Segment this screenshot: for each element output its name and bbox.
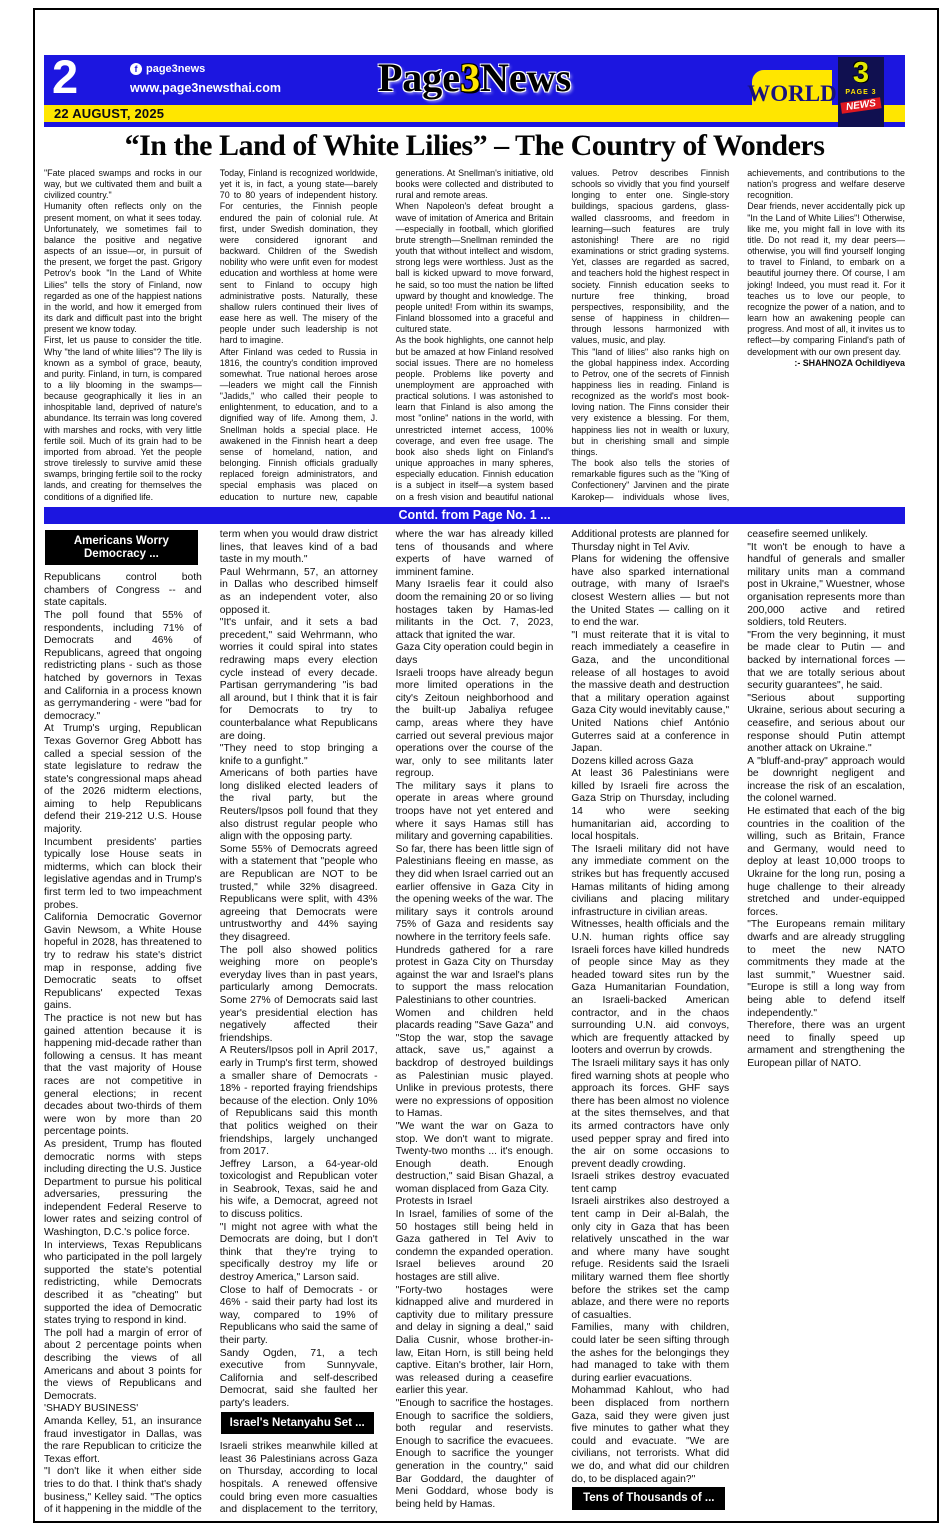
paragraph: Some 55% of Democrats agreed with a statement that "people who are Republican are NOT to be trusted," while 32% disagreed. Republicans were split, with 43% agreeing that Democrats were untrustworthy and 44% saying they disagreed. [219,843,378,943]
page-frame [33,8,939,1523]
paragraph: In interviews, Texas Republicans who participated in the poll largely supported the state's potential redistricting, while Democrats described it as "cheating" but supported the idea of Democratic states trying to respond in kind. [44,1239,202,1327]
paragraph: "Enough to sacrifice the hostages. Enough to sacrifice the soldiers, both regular and reservists. Enough to sacrifice the evacuees. Enough to sacrifice the younger generation in the country," said Bar Goddard, the daughter of Meni Goddard, whose body is being held by Hamas. [395,1397,554,1510]
paragraph: The Israeli military did not have any immediate comment on the strikes but has frequently accused Hamas militants of hiding among civilians and placing military infrastructure in civilian areas. [571,843,730,918]
article-body-tens [747,529,905,1071]
paragraph: The poll found that 55% of respondents, including 71% of Democrats and 46% of Republicans, agreed that ongoing redistricting plans - such as those hatched by governors in Texas and California in a process known as gerrymandering - were "bad for democracy." [44,609,202,722]
logo-news-ribbon: NEWS [840,97,881,113]
paragraph: "Forty-two hostages were kidnapped alive and murdered in captivity due to military pressure and delay in signing a deal," said Dalia Cusnir, whose brother-in-law, Eitan Horn, is still being held captive. Eitan's brother, Iair Horn, was released during a ceasefire earlier this year. [395,1284,554,1397]
paragraph: So far, there has been little sign of Palestinians fleeing en masse, as they did when Israel carried out an earlier offensive in Gaza City in the opening weeks of the war. The military says it controls around 75% of Gaza and residents say nowhere in the territory feels safe. [395,843,554,943]
paragraph: "I might not agree with what the Democrats are doing, but I don't think that they're trying to specifically destroy my life or destroy America," Larson said. [219,1221,378,1284]
paragraph: Women and children held placards reading "Save Gaza" and "Stop the war, stop the savage attack, save us," against a backdrop of destroyed buildings as Palestinian music played. Unlike in previous protests, there were no expressions of opposition to Hamas. [395,1007,554,1120]
paragraph: He estimated that each of the big countries in the coalition of the willing, such as Britain, France and Germany, would need to deploy at least 10,000 troops to Ukraine for the long run, posing a huge challenge to their already stretched and under-equipped forces. [747,806,905,918]
logo-page3-text: PAGE 3 [845,89,877,96]
paragraph: Dear friends, never accidentally pick up "In the Land of White Lilies"! Otherwise, like me, you might fall in love with its title. Do not read it, my dear peers—otherwise, you will find yourself longing to travel to Finland, to embark on a beautiful journey there. Of course, I am joking! Indeed, you must read it. For it teaches us to love our people, to recognize the power of a nation, and to learn how an awakening people can progress. And most of all, it invites us to reflect—by comparing Finland's path of development with our own present day. [747,201,905,357]
lead-article-body [44,168,905,504]
paragraph: Plans for widening the offensive have also sparked international outrage, with many of Israel's closest Western allies — but not the United States — calling on it to end the war. [571,554,730,629]
masthead-page: Page [377,55,461,100]
continued-articles [44,529,905,1519]
lead-headline: “In the Land of White Lilies” – The Country of Wonders [124,129,825,162]
masthead-news: News [480,55,572,100]
paragraph: "I don't like it when either side tries to do that. I think that's shady business," Kelley said. "The optics of it happening in the middle of the term when you would draw district lines, that leaves kind of a bad taste in my mouth." [44,529,378,1516]
article-americans-worry [44,529,378,1519]
byline: :- SHAHNOZA Ochildiyeva [794,357,905,368]
paragraph: "They need to stop bringing a knife to a gunfight." [219,743,378,767]
page-number: 2 [52,50,79,103]
paragraph: The military says it plans to operate in areas where ground troops have not yet entered and where it says Hamas still has military and governing capabilities. [395,780,554,843]
paragraph: Protests in Israel [395,1196,473,1208]
issue-date: 22 AUGUST, 2025 [54,106,165,121]
paragraph: Families, many with children, could later be seen sifting through the ashes for the belongings they had managed to take with them during earlier evacuations. [571,1322,730,1384]
article-header-americans: Americans Worry Democracy ... [45,530,198,565]
paragraph: At Trump's urging, Republican Texas Governor Greg Abbott has called a special session of the state legislature to redraw the state's congressional maps ahead of the 2026 midterm elections, aiming to help Republicans defend their 219-212 U.S. House majority. [44,723,202,836]
paragraph: "From the very beginning, it must be made clear to Putin — and backed by international forces — that we are totally serious about security guarantees", he said. [747,629,905,692]
page-content [44,50,905,1519]
paragraph: Humanity often reflects only on the present moment, on what it sees today. Unfortunately, we sometimes fail to balance the positive and negative aspects of an issue—or, in pursuit of the present, we forget the past. Grigory Petrov's book "In the Land of White Lilies" tells the story of Finland, now regarded as one of the happiest nations in the world, and how it emerged from its dark and difficult past into the bright present we know today. [44,201,202,335]
paragraph: Today, Finland is recognized worldwide, yet it is, in fact, a young state—barely 70 to 80 years of independent history. For centuries, the Finnish people endured the pain of colonial rule. At first, under Swedish domination, they were considered ignorant and backward. Children of the Swedish nobility who were unfit even for modest education and worthless at home were sent to Finland to occupy high administrative posts. Naturally, these shallow rulers continued their lives of ease here as well. The misery of the people under such leadership is not hard to imagine. [219,168,378,346]
paragraph: Israeli airstrikes also destroyed a tent camp in Deir al-Balah, the only city in Gaza that has been relatively unscathed in the war and where many have sought refuge. Residents said the Israeli military warned them flee shortly before the strikes set the camp ablaze, and there were no reports of casualties. [571,1196,730,1321]
paragraph: Mohammad Kahlout, who had been displaced from northern Gaza, said they were given just five minutes to gather what they could and evacuate. "We are civilians, not terrorists. What did we do, and what did our children do, to be displaced again?" [571,1385,730,1485]
paragraph: Israeli troops have already begun more limited operations in the city's Zeitoun neighborhood and the built-up Jabaliya refugee camp, areas where they have carried out several previous major operations over the course of the war, only to see militants later regroup. [395,667,554,780]
paragraph: Dozens killed across Gaza [571,755,694,767]
section-label-world: WORLD [752,70,832,117]
paragraph: Additional protests are planned for Thursday night in Tel Aviv. [571,529,730,553]
paragraph: Israeli strikes meanwhile killed at least 36 Palestinians across Gaza on Thursday, according to local hospitals. A renewed offensive could bring even more casualties and displacement to the territory, where the war has already killed tens of thousands and where experts of have warned of imminent famine. [219,529,554,1516]
continued-banner: Contd. from Page No. 1 ... [44,507,905,524]
paragraph: When Napoleon's defeat brought a wave of imitation of America and Britain—especially in football, which glorified brute strength—Snellman reminded the youth that without intellect and wisdom, strong legs were worthless. Just as the ball is kicked upward to move forward, he said, so too must the nation be lifted upward by thought and knowledge. The people united! From within its swamps, Finland blossomed into a graceful and cultured state. [395,201,554,335]
paragraph: "The Europeans remain military dwarfs and are already struggling to meet the new NATO commitments they made at the last summit," Wuestner said. "Europe is still a long way from being able to defend itself independently." [747,919,905,1019]
paragraph: The Israeli military says it has only fired warning shots at people who approach its forces. GHF says there has been almost no violence at the sites themselves, and that its armed contractors have only used pepper spray and fired into the air on some occasions to prevent deadly crowding. [571,1057,730,1170]
paragraph: "It's unfair, and it sets a bad precedent," said Wehrmann, who worries it could spiral into states redrawing maps every election cycle instead of every decade. Partisan gerrymandering "is bad all around, but I think that it is fair for Democrats to try to counterbalance what Republicans are doing. [219,617,378,742]
page3news-logo [838,57,884,127]
paragraph: A "bluff-and-pray" approach would be downright negligent and increase the risk of an escalation, the colonel warned. [747,755,905,805]
paragraph: Israeli strikes destroy evacuated tent camp [571,1171,730,1195]
paragraph: In Israel, families of some of the 50 hostages still being held in Gaza gathered in Tel Aviv to condemn the expanded operation. Israel believes around 20 hostages are still alive. [395,1209,554,1284]
paragraph: The practice is not new but has gained attention because it is happening mid-decade rather than following a census. It has meant that the vast majority of House races are not competitive in general elections; in recent decades about two-thirds of them were won by more than 20 percentage points. [44,1012,202,1138]
paragraph: Americans of both parties have long disliked elected leaders of the rival party, but the Reuters/Ipsos poll found that they also distrust regular people who align with the opposing party. [219,768,378,843]
paragraph: Republicans control both chambers of Congress -- and state capitals. [44,572,202,609]
lead-article-paragraphs [44,168,905,504]
logo-3-glyph: 3 [852,57,870,89]
paragraph: Close to half of Democrats - or 46% - said their party had lost its way, compared to 19% of Republicans who said the same of their party. [219,1284,378,1346]
paragraph: Gaza City operation could begin in days [395,642,554,666]
article-body-americans [44,529,378,1519]
paragraph: After Finland was ceded to Russia in 1816, the country's condition improved somewhat. True national heroes arose—leaders we might call the Finnish "Jadids," who called their people to enlightenment, to education, and to a dignified way of life. Among them, J. Snellman holds a special place. He awakened in the Finnish heart a deep sense of homeland, nation, and belonging. Finnish officials gradually replaced foreign administrators, and special emphasis was placed on education to nurture new, capable generations. At Snellman's initiative, old books were collected and distributed to rural and remote areas. [219,168,554,502]
paragraph: Sandy Ogden, 71, a tech executive from Sunnyvale, California and self-described Democrat, said she faulted her party's leaders. [219,1347,378,1409]
website-url: www.page3newsthai.com [130,81,281,95]
paragraph: Many Israelis fear it could also doom the remaining 20 or so living hostages taken by Hamas-led militants in the Oct. 7, 2023, attack that ignited the war. [395,579,554,641]
paragraph: As the book highlights, one cannot help but be amazed at how Finland resolved social issues. There are no homeless people. Problems like poverty and unemployment are approached with practical solutions. I was astonished to learn that Finland is also among the most "online" nations in the world, with unrestricted internet access, 100% coverage, and even free usage. The book also sheds light on Finland's unique approaches in many spheres, especially education. Finnish education is a subject in itself—a system based on a fresh vision and beautiful national values. Petrov describes Finnish schools so vividly that you find yourself longing to enter one. Single-story buildings, spacious gardens, glass-walled classrooms, and freedom in learning—such features are truly astonishing! There are no rigid examinations or strict grading systems. Yet, classes are regarded as sacred, and teachers hold the highest respect in society. Finnish education seeks to nurture free thinking, broad perspectives, responsibility, and the sense of happiness in children—through lessons harmonized with values, music, and play. [395,168,730,502]
paragraph: Jeffrey Larson, a 64-year-old toxicologist and Republican voter in Seabrook, Texas, said he and his wife, a Democrat, agreed not to discuss politics. [219,1158,378,1221]
paragraph: "I must reiterate that it is vital to reach immediately a ceasefire in Gaza, and the unconditional release of all hostages to avoid the massive death and destruction that a military operation against Gaza City would inevitably cause," United Nations chief António Guterres said at a conference in Japan. [571,629,730,755]
article-header-israel: Israel's Netanyahu Set ... [221,1412,374,1435]
paragraph: A Reuters/Ipsos poll in April 2017, early in Trump's first term, showed a smaller share of Democrats - 18% - reported fraying friendships because of the election. Only 10% of Republicans said this month that politics weighed on their friendships, largely unchanged from 2017. [219,1045,378,1158]
paragraph: "Fate placed swamps and rocks in our way, but we cultivated them and built a civilized country." [44,168,202,201]
article-header-tens: Tens of Thousands of ... [572,1487,725,1510]
masthead-3: 3 [460,55,481,100]
paragraph: 'SHADY BUSINESS' [44,1403,139,1415]
paragraph: As president, Trump has flouted democratic norms with steps including directing the U.S. Justice Department to pursue his political adversaries, pressuring the independent Federal Reserve to lower rates and seizing control of Washington, D.C.'s police force. [44,1138,202,1239]
paragraph: The book also tells the stories of remarkable figures such as the "King of Confectionery" Jarvinen and the pirate Karokep— individuals whose lives, achievements, and contributions to the nation's progress and welfare deserve recognition. [571,168,905,502]
paragraph: "Serious about supporting Ukraine, serious about securing a ceasefire, and serious about our response should Putin attempt another attack on Ukraine." [747,692,905,755]
header-divider [44,122,905,127]
facebook-icon: f [130,63,142,75]
paragraph: Therefore, there was an urgent need to finally speed up armament and strengthening the European pillar of NATO. [747,1020,905,1069]
paragraph: The poll had a margin of error of about 2 percentage points when describing the views of all Americans and about 3 points for the views of Republicans and Democrats. [44,1327,202,1402]
paragraph: Hundreds gathered for a rare protest in Gaza City on Thursday against the war and Israel's plans to support the mass relocation Palestinians to other countries. [395,944,554,1006]
paragraph: Incumbent presidents' parties typically lose House seats in midterms, which can block their legislative agendas and in Trump's first term led to two impeachment probes. [44,836,202,911]
paragraph: Amanda Kelley, 51, an insurance fraud investigator in Dallas, was the rare Republican to criticize the Texas effort. [44,1415,202,1465]
paragraph: Paul Wehrmann, 57, an attorney in Dallas who described himself as an independent voter, also opposed it. [219,566,378,616]
paragraph: The poll also showed politics weighing more on people's everyday lives than in past years, particularly among Democrats. Some 27% of Democrats said last year's presidential election has negatively affected their friendships. [219,944,378,1044]
paragraph: California Democratic Governor Gavin Newsom, a White House hopeful in 2028, has threatened to try to redraw his state's district map in response, adding five Democratic seats to offset Republicans' expected Texas gains. [44,912,202,1012]
newspaper-header [44,50,905,127]
paragraph: This "land of lilies" also ranks high on the global happiness index. According to Petrov, one of the secrets of Finnish happiness lies in reading. Finland is recognized as the world's most book-loving nation. The Finns consider their very existence a blessing. For them, happiness lies not in wealth or luxury, but in cherishing small and simple things. [571,346,730,457]
paragraph: ceasefire seemed unlikely. [747,529,868,540]
paragraph: "It won't be enough to have a handful of generals and smaller military units man a command post in Ukraine," Wuestner, whose organisation represents more than 200,000 active and retired soldiers, told Reuters. [747,541,905,629]
paragraph: "We want the war on Gaza to stop. We don't want to migrate. Twenty-two months ... it's enough. Enough death. Enough destruction," said Bisan Ghazal, a woman displaced from Gaza City. [395,1120,554,1195]
paragraph: First, let us pause to consider the title. Why "the land of white lilies"? The lily is known as a symbol of grace, beauty, and purity. Finland, in turn, is compared to a lily blooming in the swamps—because geographically it lies in an inhospitable land, deprived of nature's abundance. Its terrain was long covered with marshes and rocks, with very little fertile soil. Much of its grain had to be imported from abroad. Yet the people strove tirelessly to survive amid these swamps, bringing fertile soil to the rocky lands, and creating for themselves the conditions of a dignified life. [44,335,202,502]
social-handle: page3news [146,63,206,75]
paragraph: At least 36 Palestinians were killed by Israeli fire across the Gaza Strip on Thursday, including 14 who were seeking humanitarian aid, according to local hospitals. [571,768,730,843]
paragraph: Witnesses, health officials and the U.N. human rights office say Israeli forces have killed hundreds of people since May as they headed toward sites run by the Gaza Humanitarian Foundation, an Israeli-backed American contractor, and in the chaos surrounding U.N. aid convoys, which are frequently attacked by looters and overrun by crowds. [571,919,730,1057]
